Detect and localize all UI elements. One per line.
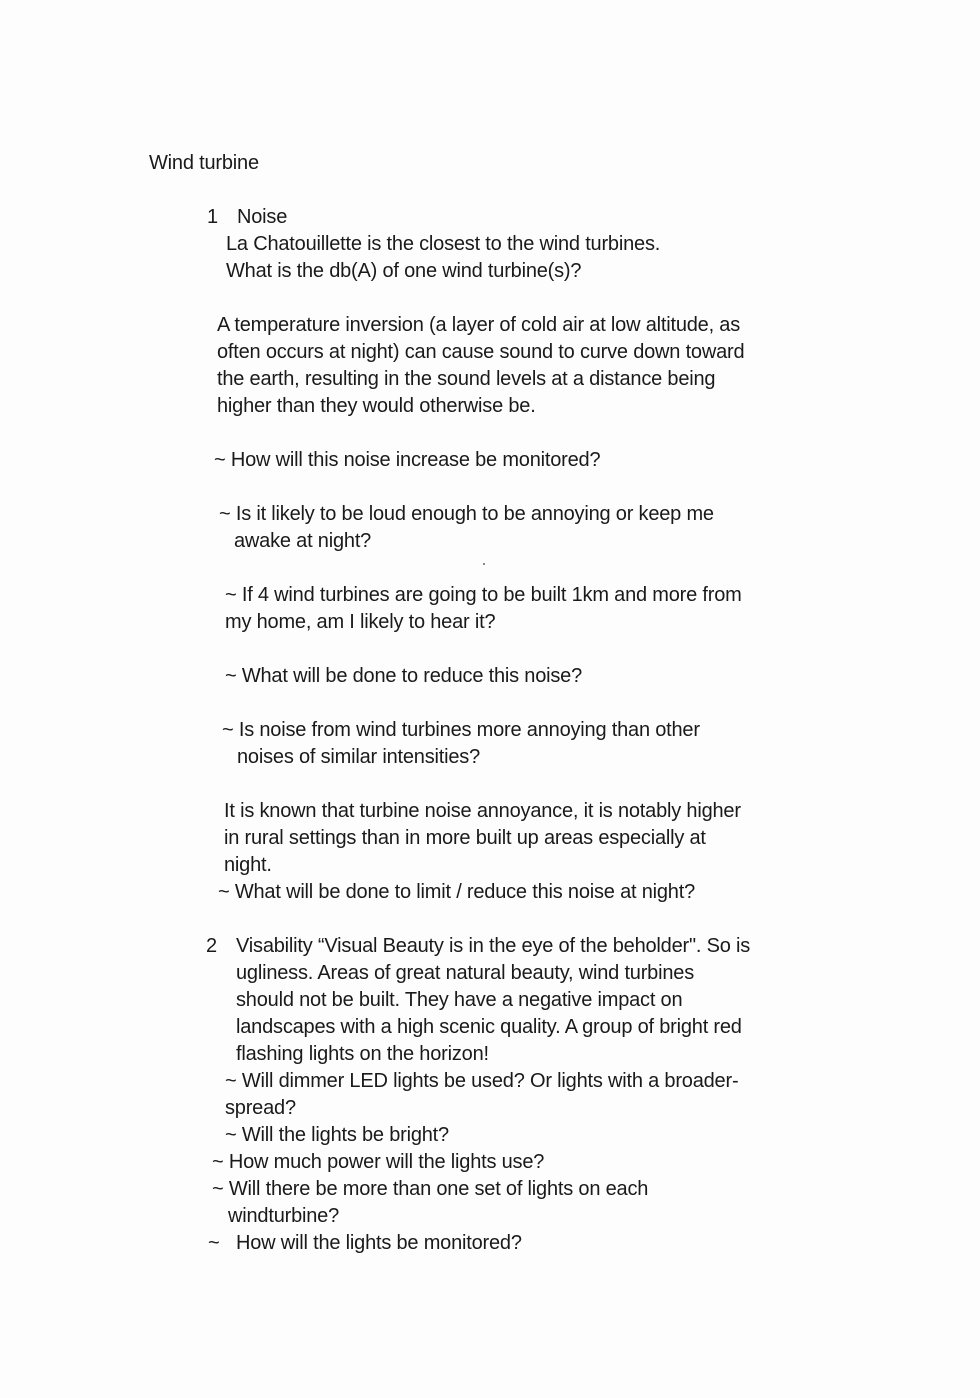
document-title: Wind turbine — [149, 152, 259, 174]
inversion-line-3: the earth, resulting in the sound levels at a distance being — [217, 368, 716, 390]
known-line-2: in rural settings than in more built up areas especially at — [224, 827, 706, 849]
intro-line-1: La Chatouillette is the closest to the wind turbines. — [226, 233, 661, 255]
visability-line-4: landscapes with a high scenic quality. A group of bright red — [236, 1016, 742, 1038]
noise-question-5-line-2: noises of similar intensities? — [237, 746, 480, 768]
lights-question-1-line-1: ~ Will dimmer LED lights be used? Or lights with a broader- — [225, 1070, 739, 1092]
lights-question-3: ~ How much power will the lights use? — [212, 1151, 545, 1173]
section-1-heading: Noise — [237, 206, 288, 228]
visability-line-1: Visability “Visual Beauty is in the eye of the beholder". So is — [236, 935, 751, 957]
noise-question-1: ~ How will this noise increase be monitored? — [214, 449, 601, 471]
section-2-number: 2 — [206, 935, 218, 957]
scan-speck — [483, 563, 485, 565]
visability-line-2: ugliness. Areas of great natural beauty, wind turbines — [236, 962, 694, 984]
intro-line-2: What is the db(A) of one wind turbine(s)? — [226, 260, 582, 282]
lights-question-5: How will the lights be monitored? — [236, 1232, 522, 1254]
noise-question-2-line-2: awake at night? — [234, 530, 372, 552]
inversion-line-2: often occurs at night) can cause sound to curve down toward — [217, 341, 745, 363]
noise-question-5-line-1: ~ Is noise from wind turbines more annoying than other — [222, 719, 700, 741]
known-line-3: night. — [224, 854, 272, 876]
visability-line-3: should not be built. They have a negative impact on — [236, 989, 683, 1011]
lights-question-2: ~ Will the lights be bright? — [225, 1124, 449, 1146]
noise-question-3-line-1: ~ If 4 wind turbines are going to be built 1km and more from — [225, 584, 742, 606]
inversion-line-4: higher than they would otherwise be. — [217, 395, 536, 417]
noise-question-6: ~ What will be done to limit / reduce this noise at night? — [218, 881, 695, 903]
lights-question-5-tilde: ~ — [208, 1232, 220, 1254]
lights-question-1-line-2: spread? — [225, 1097, 296, 1119]
lights-question-4-line-2: windturbine? — [228, 1205, 340, 1227]
lights-question-4-line-1: ~ Will there be more than one set of lights on each — [212, 1178, 649, 1200]
noise-question-2-line-1: ~ Is it likely to be loud enough to be annoying or keep me — [219, 503, 714, 525]
visability-line-5: flashing lights on the horizon! — [236, 1043, 489, 1065]
noise-question-3-line-2: my home, am I likely to hear it? — [225, 611, 496, 633]
section-1-number: 1 — [207, 206, 219, 228]
known-line-1: It is known that turbine noise annoyance, it is notably higher — [224, 800, 741, 822]
noise-question-4: ~ What will be done to reduce this noise? — [225, 665, 583, 687]
inversion-line-1: A temperature inversion (a layer of cold air at low altitude, as — [217, 314, 741, 336]
